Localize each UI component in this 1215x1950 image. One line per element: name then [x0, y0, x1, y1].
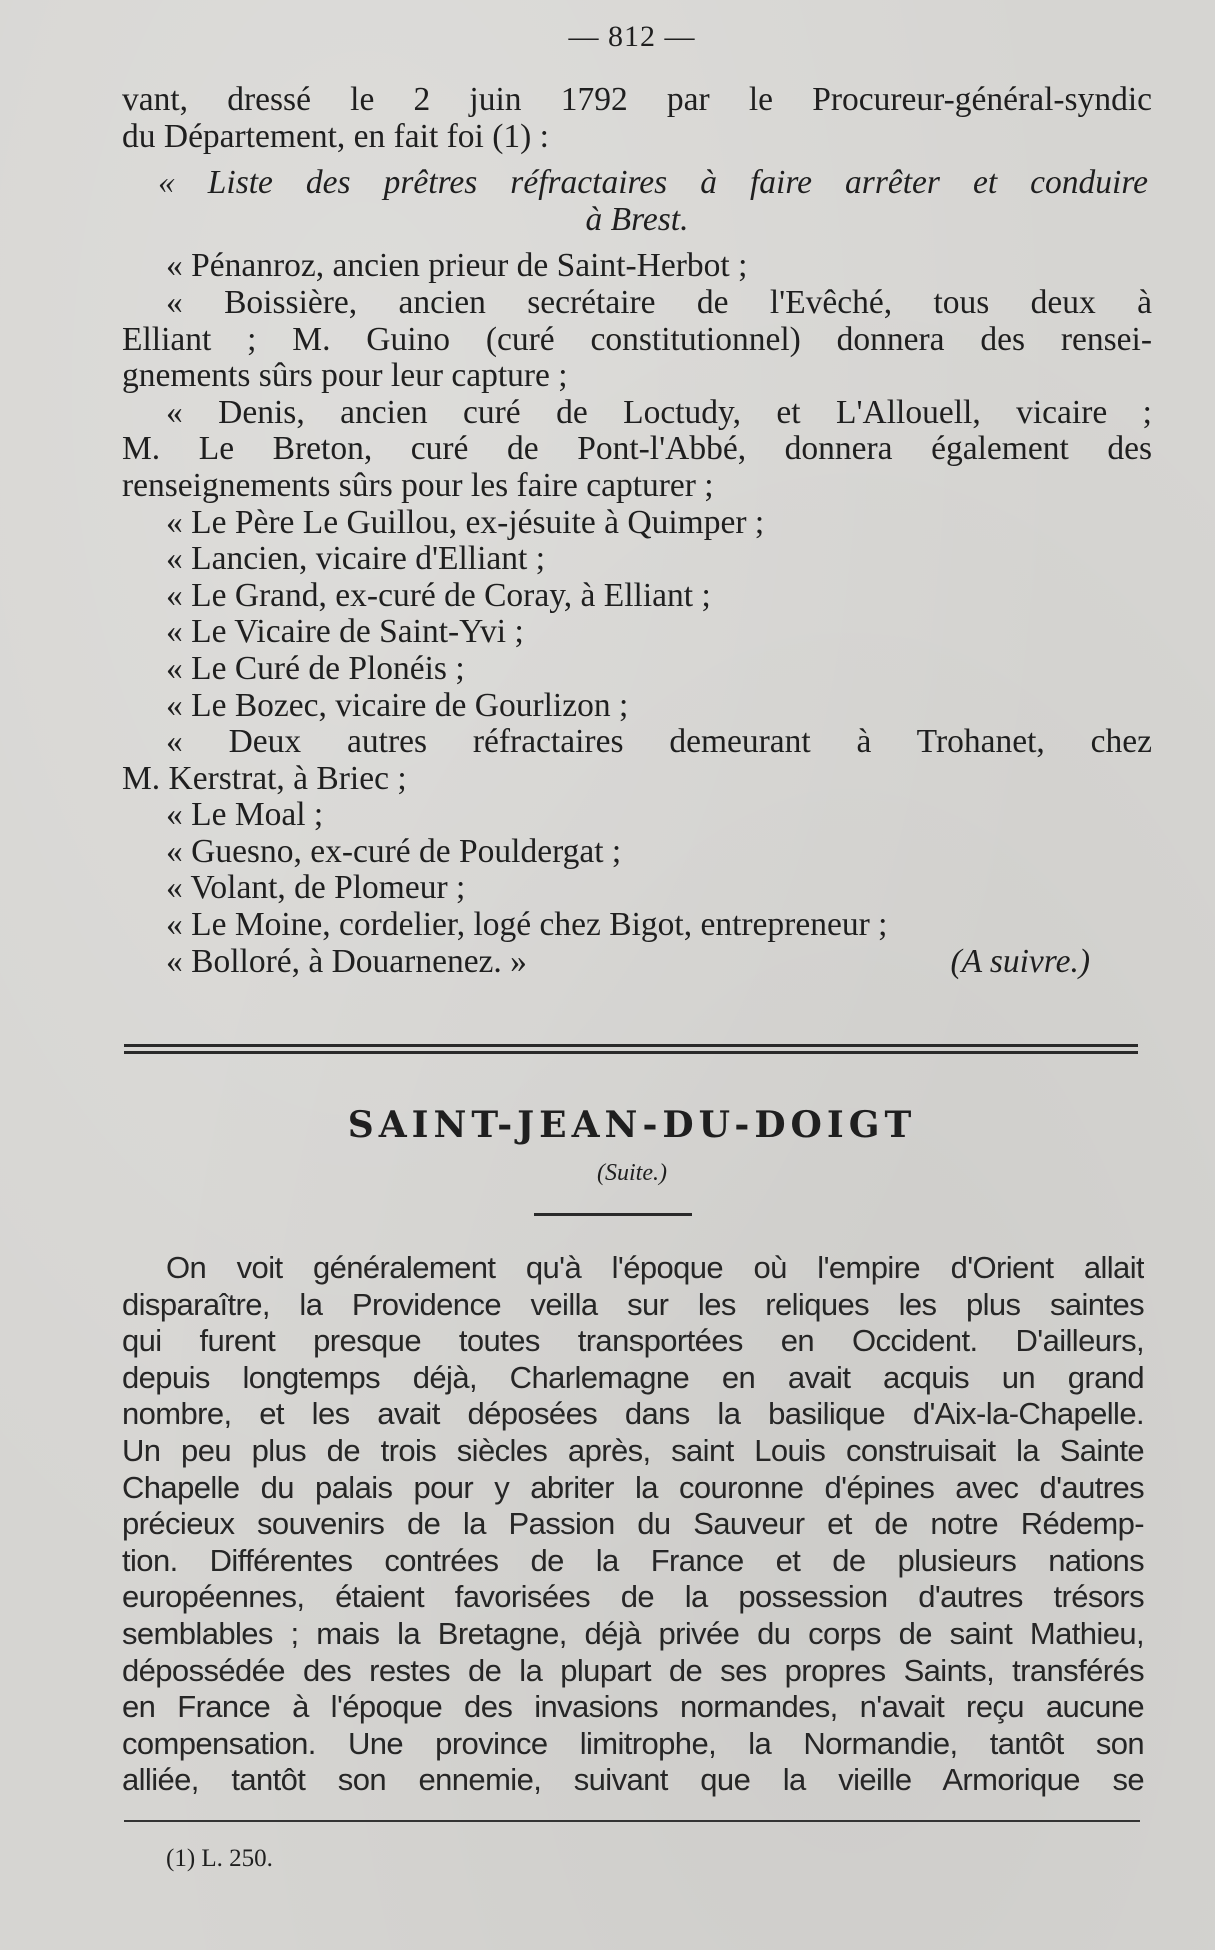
- article-title: SAINT-JEAN-DU-DOIGT: [347, 1104, 917, 1146]
- list-item: « Le Moine, cordelier, logé chez Bigot, entrepreneur ;: [166, 906, 888, 944]
- list-title: [122, 165, 1152, 238]
- intro-line: du Département, en fait foi (1) :: [122, 117, 549, 155]
- last-list-line: « Bolloré, à Douarnenez. »: [166, 942, 527, 980]
- body-line: alliée, tantôt son ennemie, suivant que la vieille Armorique se: [122, 1762, 1144, 1798]
- article-subtitle: (Suite.): [597, 1160, 667, 1186]
- previous-article: [122, 82, 1152, 980]
- list-item: M. Le Breton, curé de Pont-l'Abbé, donnera également des: [122, 431, 1152, 468]
- body-line: tion. Différentes contrées de la France et de plusieurs nations: [122, 1542, 1144, 1578]
- list-item-last: [122, 944, 1152, 981]
- list-item: « Lancien, vicaire d'Elliant ;: [166, 540, 546, 578]
- body-line: dépossédée des restes de la plupart de ses propres Saints, transférés: [122, 1652, 1144, 1688]
- body-line: semblables ; mais la Bretagne, déjà privée du corps de saint Mathieu,: [122, 1615, 1144, 1651]
- intro-line: vant, dressé le 2 juin 1792 par le Procureur-général-syndic: [122, 82, 1152, 118]
- title-separator: [534, 1213, 692, 1216]
- list-item: « Le Père Le Guillou, ex-jésuite à Quimper ;: [166, 503, 765, 541]
- body-line: en France à l'époque des invasions normandes, n'avait reçu aucune: [122, 1689, 1144, 1725]
- body-line: européennes, étaient favorisées de la possession d'autres trésors: [122, 1579, 1144, 1615]
- body-line: On voit généralement qu'à l'époque où l'empire d'Orient allait: [166, 1250, 1144, 1285]
- to-be-continued: (A suivre.): [950, 942, 1090, 980]
- page-number: — 812 —: [568, 20, 696, 53]
- list-item: « Deux autres réfractaires demeurant à Trohanet, chez: [166, 724, 1152, 761]
- body-line: qui furent presque toutes transportées en Occident. D'ailleurs,: [122, 1323, 1144, 1359]
- body-line: disparaître, la Providence veilla sur les reliques les plus saintes: [122, 1286, 1144, 1322]
- list-item: Elliant ; M. Guino (curé constitutionnel) donnera des rensei-: [122, 321, 1152, 358]
- list-item: « Le Grand, ex-curé de Coray, à Elliant ;: [166, 576, 711, 614]
- list-item: M. Kerstrat, à Briec ;: [122, 759, 407, 797]
- list-item: « Volant, de Plomeur ;: [166, 869, 466, 907]
- list-title-line: à Brest.: [585, 200, 689, 238]
- list-item: « Le Moal ;: [166, 796, 324, 834]
- article-body: [122, 1250, 1144, 1799]
- list-item: « Le Vicaire de Saint-Yvi ;: [166, 613, 524, 651]
- body-line: depuis longtemps déjà, Charlemagne en avait acquis un grand: [122, 1359, 1144, 1395]
- double-separator: [124, 1044, 1138, 1054]
- list-item: gnements sûrs pour leur capture ;: [122, 357, 568, 395]
- list-item: « Boissière, ancien secrétaire de l'Evêché, tous deux à: [166, 284, 1152, 321]
- body-line: Un peu plus de trois siècles après, saint Louis construisait la Sainte: [122, 1432, 1144, 1468]
- body-line: précieux souvenirs de la Passion du Sauveur et de notre Rédemp-: [122, 1506, 1144, 1542]
- body-line: nombre, et les avait déposées dans la basilique d'Aix-la-Chapelle.: [122, 1396, 1144, 1432]
- footnote: (1) L. 250.: [166, 1845, 273, 1872]
- list-item: « Le Curé de Plonéis ;: [166, 649, 465, 687]
- list-title-line: « Liste des prêtres réfractaires à faire arrêter et conduire: [158, 165, 1148, 202]
- footnote-separator: [124, 1820, 1140, 1822]
- body-line: Chapelle du palais pour y abriter la couronne d'épines avec d'autres: [122, 1469, 1144, 1505]
- body-line: compensation. Une province limitrophe, la Normandie, tantôt son: [122, 1725, 1144, 1761]
- list-item: « Pénanroz, ancien prieur de Saint-Herbot ;: [166, 247, 748, 285]
- list-item: « Guesno, ex-curé de Pouldergat ;: [166, 832, 622, 870]
- list-item: « Denis, ancien curé de Loctudy, et L'Allouell, vicaire ;: [166, 394, 1152, 431]
- list-item: « Le Bozec, vicaire de Gourlizon ;: [166, 686, 629, 724]
- list-item: renseignements sûrs pour les faire capturer ;: [122, 466, 714, 504]
- priest-list: [122, 248, 1152, 943]
